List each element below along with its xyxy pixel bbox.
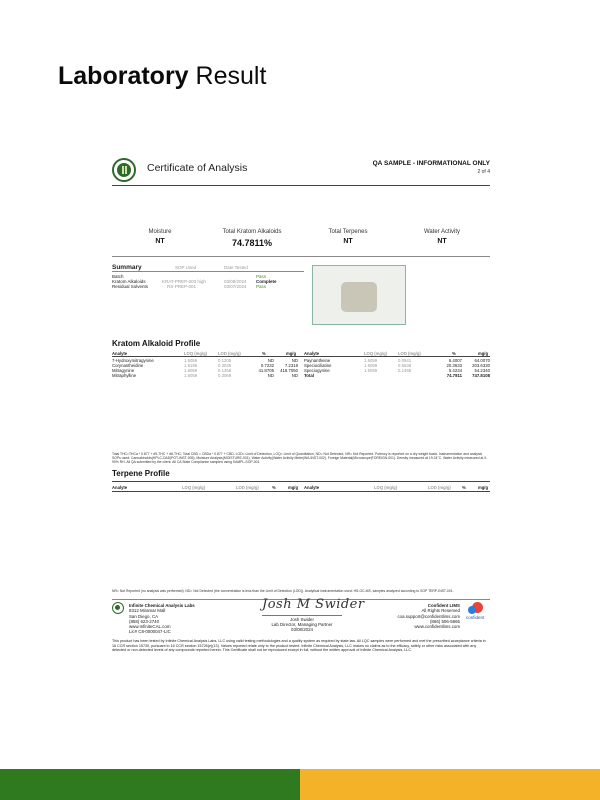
- summary-test: Kratom Alkaloids: [112, 279, 146, 284]
- confident-website: www.confidentlims.com: [414, 624, 460, 630]
- lab-city: San Diego, CA: [129, 613, 159, 619]
- metrics-divider: [112, 256, 490, 257]
- signer-name: Josh Swider: [290, 617, 314, 622]
- lab-address: [129, 603, 195, 635]
- heading-light: Result: [195, 62, 267, 90]
- summary-result: Complete: [256, 279, 277, 284]
- col-loq: LOQ (mg/g): [182, 485, 206, 490]
- metric-label: Total Kratom Alkaloids: [222, 229, 282, 235]
- col-lod: LOD (mg/g): [428, 485, 451, 490]
- col-loq: LOQ (mg/g): [374, 485, 398, 490]
- analyte-cell: Speciociliatine: [304, 363, 332, 368]
- signer-date: 03/08/2024: [291, 627, 313, 633]
- analyte-cell: Paynantheine: [304, 358, 331, 363]
- metric-moisture: [120, 229, 200, 245]
- lab-name: Infinite Chemical Analysis Labs: [129, 603, 195, 608]
- footer-band-green: [0, 769, 300, 800]
- heading-bold: Laboratory: [58, 62, 189, 90]
- alkaloid-profile-title: Kratom Alkaloid Profile: [112, 339, 201, 348]
- summary-row: [112, 284, 312, 289]
- loq-cell: 1.6059: [364, 363, 378, 368]
- col-loq: LOQ (mg/g): [364, 351, 388, 356]
- footer-band-yellow: [300, 769, 600, 800]
- summary-result: Pass: [256, 284, 267, 289]
- pct-cell: 74.7811: [446, 373, 462, 378]
- table-row: [112, 373, 490, 378]
- analyte-cell: Speciogynine: [304, 368, 330, 373]
- col-mgg: mg/g: [288, 485, 299, 490]
- confident-rights: All Rights Reserved: [421, 608, 460, 614]
- mgg-cell: 7.2318: [284, 363, 298, 368]
- analyte-cell: 7-Hydroxymitragynine: [112, 358, 154, 363]
- lab-website: www.InfiniteCAL.com: [129, 624, 171, 630]
- col-analyte: Analyte: [304, 351, 320, 356]
- col-analyte: Analyte: [304, 485, 320, 490]
- confident-phone: (866) 506-5866: [429, 618, 460, 624]
- pct-cell: 6.4007: [448, 358, 462, 363]
- header-divider: [112, 185, 490, 186]
- col-lod: LOD (mg/g): [218, 351, 241, 356]
- summary-test: Residual Solvents: [112, 284, 149, 289]
- sample-bag-icon: [341, 282, 377, 312]
- coa-title: Certificate of Analysis: [147, 162, 248, 174]
- col-mgg: mg/g: [286, 351, 297, 356]
- loq-cell: 1.6059: [184, 358, 198, 363]
- pct-cell: ND: [267, 358, 274, 363]
- summary-date: 03/07/2024: [224, 284, 247, 289]
- col-pct: %: [272, 485, 276, 490]
- col-pct: %: [452, 351, 456, 356]
- analyte-cell: Corynantheidine: [112, 363, 144, 368]
- analyte-cell: Mitragynine: [112, 368, 135, 373]
- summary-test: Batch: [112, 274, 124, 279]
- loq-cell: 1.6059: [184, 373, 198, 378]
- summary-title: Summary: [112, 264, 142, 271]
- metric-value: NT: [155, 238, 165, 245]
- mgg-cell: 203.6330: [472, 363, 490, 368]
- lod-cell: 0.5638: [398, 363, 412, 368]
- pct-cell: 5.4234: [448, 368, 462, 373]
- loq-cell: 1.6195: [184, 363, 198, 368]
- loq-cell: 1.6059: [364, 368, 378, 373]
- col-lod: LOD (mg/g): [236, 485, 259, 490]
- col-pct: %: [462, 485, 466, 490]
- pct-cell: ND: [267, 373, 274, 378]
- summary-sop: KRAT-PREP-003 high: [162, 279, 206, 284]
- confident-name: Confident LIMS: [427, 603, 460, 608]
- pct-cell: 41.8705: [258, 368, 274, 373]
- analyte-cell: Total: [304, 373, 314, 378]
- confident-logo-word: confident: [466, 615, 485, 620]
- terpene-profile-title: Terpene Profile: [112, 469, 170, 478]
- summary-sop: RS-PREP-001: [167, 284, 197, 289]
- lod-cell: 0.1205: [218, 358, 232, 363]
- metric-label: Water Activity: [423, 229, 461, 235]
- metric-label: Moisture: [148, 229, 172, 235]
- loq-cell: 1.6059: [184, 368, 198, 373]
- mgg-cell: 54.2340: [474, 368, 490, 373]
- page-heading: [58, 62, 266, 91]
- summary-divider: [112, 271, 304, 272]
- lab-seal-icon: [112, 158, 136, 182]
- col-mgg: mg/g: [478, 351, 489, 356]
- potency-footnote: Total THC=THCa * 0.877 + d9-THC + d8-THC; Total CBD = CBDa * 0.877 + CBD. LOD= Limit of Detection, LOQ= Limit of Quantitation, ND= Not Detected, NR= Not Reported. Potency is reported on a dry weight basis. Instrumentation and analysis SOPs used: Cannabinoids(HPLC-DAD|POT-INST-005), Moisture Analysis(MOISTURE-001), Water Activity(Water Activity Meter|WA-INST-002), Foreign Material(Microscope|FOREIGN-001). Density measured at 19.24°C. Water Activity measured at 0-90% RH. All QA submitted by the client. All CA State Compliance sampled using SAMPL-SOP-001.: [112, 452, 488, 465]
- confident-lims-block: [397, 603, 460, 629]
- lab-license: Lic# C8-0000047-LIC: [129, 629, 171, 635]
- mgg-cell: 747.8108: [472, 373, 490, 378]
- signature: Josh M Swider: [262, 597, 365, 612]
- col-loq: LOQ (mg/g): [184, 351, 208, 356]
- pct-cell: 0.7232: [260, 363, 274, 368]
- terpene-header-divider: [112, 491, 490, 492]
- col-analyte: Analyte: [112, 351, 128, 356]
- sample-photo: [312, 265, 406, 325]
- terpene-top-divider: [112, 481, 490, 482]
- metric-kratom-alkaloids: [212, 229, 292, 248]
- mgg-cell: ND: [291, 373, 298, 378]
- col-mgg: mg/g: [478, 485, 489, 490]
- summary-col-date: Date Tested: [224, 265, 248, 270]
- lod-cell: 0.0941: [398, 358, 412, 363]
- lod-cell: 0.1358: [218, 368, 232, 373]
- legal-disclaimer: This product has been tested by Infinite Chemical Analysis Labs, LLC using valid testing methodologies and a quality system as required by state law. All LQC samples were performed and met the prescribed acceptance criteria in 16 CCR section 15730, pursuant to 16 CCR section 15726(e)(13). Values reported relate only to the product tested. Infinite Chemical Analysis, LLC makes no claims as to the efficacy, safety or other risks associated with any detected or non-detected levels of any compounds reported herein. This Certificate shall not be reproduced except in full, without the written approval of Infinite Chemical Analysis, LLC.: [112, 639, 486, 653]
- metric-value: NT: [437, 238, 447, 245]
- signer-title: Lab Director, Managing Partner: [271, 622, 333, 628]
- pct-cell: 20.3633: [446, 363, 462, 368]
- col-analyte: Analyte: [112, 485, 128, 490]
- mgg-cell: ND: [291, 358, 298, 363]
- signer-block: [262, 617, 342, 633]
- summary-col-sop: SOP Used: [175, 265, 197, 270]
- analyte-cell: Mitraphylline: [112, 373, 137, 378]
- metric-value: NT: [343, 238, 353, 245]
- lab-address-line: 8312 Miramar Mall: [129, 608, 166, 614]
- summary-result: Pass: [256, 274, 267, 279]
- page-number: 2 of 4: [477, 169, 490, 175]
- metric-terpenes: [308, 229, 388, 245]
- qa-label: QA SAMPLE - INFORMATIONAL ONLY: [372, 160, 490, 167]
- metric-label: Total Terpenes: [328, 229, 368, 235]
- loq-cell: 1.6059: [364, 358, 378, 363]
- confident-logo-icon: [466, 602, 488, 622]
- lod-cell: 0.3045: [218, 363, 232, 368]
- metric-value: 74.7811%: [231, 238, 273, 248]
- col-lod: LOD (mg/g): [398, 351, 421, 356]
- lab-phone: (858) 623-2740: [129, 618, 160, 624]
- metric-water-activity: [402, 229, 482, 245]
- alkaloid-header-divider: [112, 356, 490, 357]
- terpene-footnote: NR= Not Reported (no analysis was performed); ND= Not Detected (the concentration is less than the Limit of Detection (LOD)). Analytical instrumentation used: HS-GC-MS, samples analyzed according to SOP TERP-INST-001.: [112, 589, 454, 593]
- confident-email: coa.support@confidentlims.com: [397, 613, 460, 619]
- col-pct: %: [262, 351, 266, 356]
- mgg-cell: 418.7050: [280, 368, 298, 373]
- mgg-cell: 64.0070: [474, 358, 490, 363]
- summary-date: 03/08/2024: [224, 279, 247, 284]
- lab-logo-icon: [112, 602, 124, 614]
- certificate-document: [112, 153, 490, 663]
- signature-line: [262, 615, 342, 616]
- lod-cell: 0.3069: [218, 373, 232, 378]
- lod-cell: 0.1458: [398, 368, 412, 373]
